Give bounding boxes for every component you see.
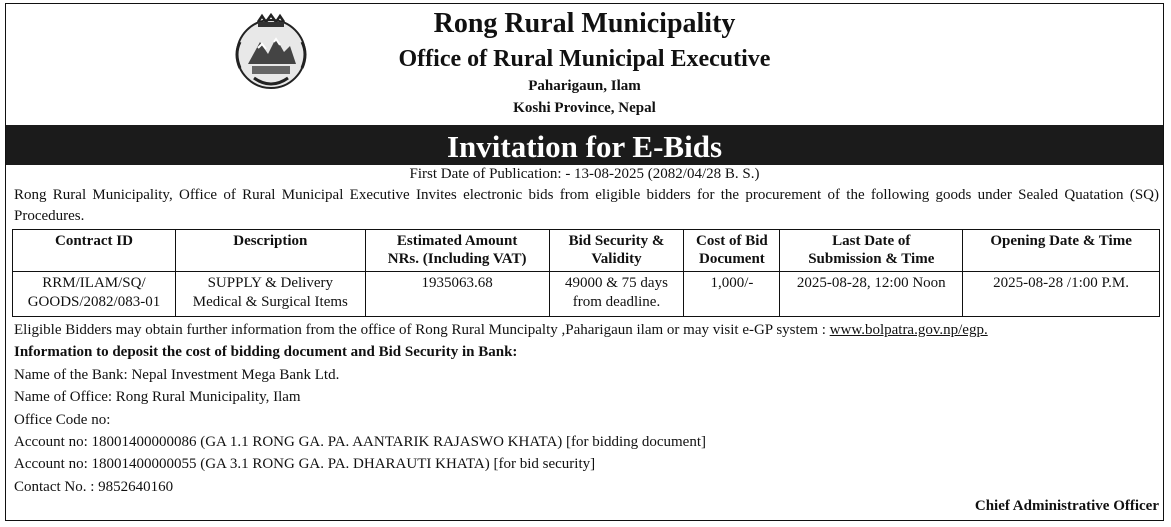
- cell-last-date: 2025-08-28, 12:00 Noon: [780, 272, 963, 317]
- cell-description: SUPPLY & Delivery Medical & Surgical Items: [175, 272, 365, 317]
- col-estimated-amount: Estimated Amount NRs. (Including VAT): [365, 230, 549, 272]
- office-name-line: Name of Office: Rong Rural Municipality, Ilam: [14, 389, 301, 406]
- cell-estimated-amount: 1935063.68: [365, 272, 549, 317]
- col-contract-id: Contract ID: [13, 230, 176, 272]
- notice-header: [6, 4, 1163, 124]
- col-last-date: Last Date of Submission & Time: [780, 230, 963, 272]
- table-header-row: [13, 230, 1160, 272]
- account-line-1: Account no: 18001400000086 (GA 1.1 RONG GA. PA. AANTARIK RAJASWO KHATA) [for bidding document]: [14, 433, 707, 450]
- address-line-1: Paharigaun, Ilam: [528, 78, 641, 94]
- cell-contract-id: RRM/ILAM/SQ/ GOODS/2082/083-01: [13, 272, 176, 317]
- bank-name: Name of the Bank: Nepal Investment Mega Bank Ltd.: [14, 366, 340, 383]
- office-code-line: Office Code no:: [14, 411, 111, 428]
- info-section: [14, 319, 988, 498]
- address-line-2: Koshi Province, Nepal: [513, 100, 656, 116]
- col-bid-security: Bid Security & Validity: [549, 230, 684, 272]
- notice-frame: [5, 3, 1164, 521]
- eligible-bidders-line: Eligible Bidders may obtain further information from the office of Rong Rural Muncipalty ,Paharigaun ilam or may visit e-GP system : www.bolpatra.gov.np/egp.: [14, 322, 988, 338]
- intro-paragraph: Rong Rural Municipality, Office of Rural Municipal Executive Invites electronic bids from eligible bidders for the procurement of the following goods under Sealed Quatation (SQ) Procedures.: [14, 187, 1159, 224]
- col-cost-of-document: Cost of Bid Document: [684, 230, 780, 272]
- col-opening-date: Opening Date & Time: [963, 230, 1160, 272]
- notice-title: Invitation for E-Bids: [6, 125, 1163, 165]
- office-name: Office of Rural Municipal Executive: [398, 46, 771, 72]
- bid-table: [12, 229, 1160, 317]
- cell-opening-date: 2025-08-28 /1:00 P.M.: [963, 272, 1160, 317]
- cell-cost-of-document: 1,000/-: [684, 272, 780, 317]
- signer-title: Chief Administrative Officer: [974, 498, 1159, 514]
- egp-link[interactable]: www.bolpatra.gov.np/egp.: [829, 322, 988, 338]
- col-description: Description: [175, 230, 365, 272]
- deposit-heading: Information to deposit the cost of bidding document and Bid Security in Bank:: [14, 344, 518, 361]
- publication-date: First Date of Publication: - 13-08-2025 (2082/04/28 B. S.): [409, 166, 760, 182]
- contact-line: Contact No. : 9852640160: [14, 478, 174, 495]
- table-row: [13, 272, 1160, 317]
- account-line-2: Account no: 18001400000055 (GA 3.1 RONG GA. PA. DHARAUTI KHATA) [for bid security]: [14, 456, 596, 473]
- cell-bid-security: 49000 & 75 days from deadline.: [549, 272, 684, 317]
- municipality-name: Rong Rural Municipality: [433, 8, 736, 39]
